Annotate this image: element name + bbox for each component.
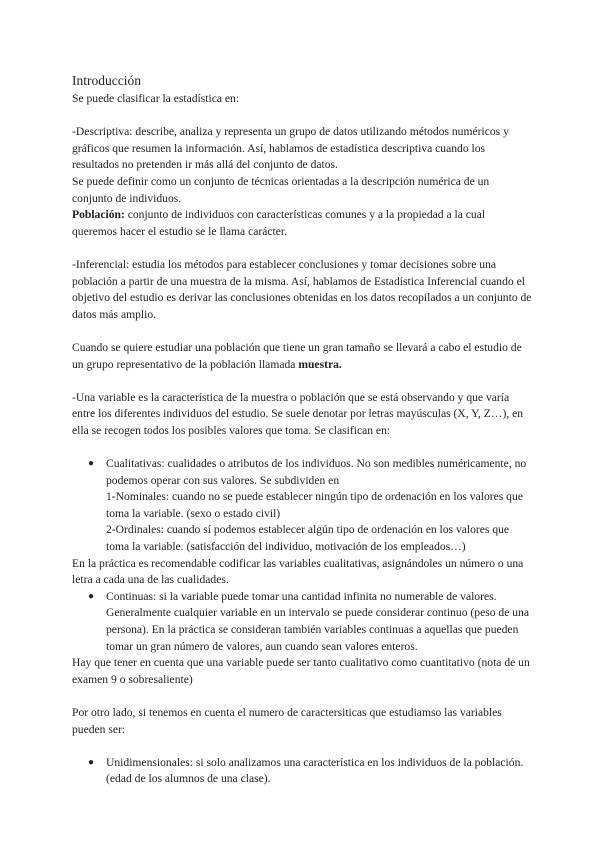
muestra-text: Cuando se quiere estudiar una población que tiene un gran tamaño se llevará a cabo el estudio de un grupo representativo de la población llamada [72,340,522,371]
definicion-paragraph: Se puede definir como un conjunto de técnicas orientadas a la descripción numérica de un conjunto de individuos. [72,174,490,205]
list-item-cualitativas [72,456,532,556]
muestra-term: muestra. [298,357,342,371]
list-item-unidimensionales [72,755,532,788]
cuenta-paragraph: Hay que tener en cuenta que una variable puede ser tanto cualitativo como cuantitativo (nota de un examen 9 o sobresaliente) [72,656,530,686]
bullet-list-continuas [72,589,532,655]
intro-paragraph: Se puede clasificar la estadística en: [72,92,240,105]
variable-paragraph: -Una variable es la característica de la muestra o población que se está observando y que varía entre los diferentes individuos del estudio. Se suele denotar por letras mayúsculas (X, Y, Z…), en ella se recogen todos los posibles valores que toma. Se clasifican en: [72,390,524,437]
bullet-icon: ● [88,458,95,470]
bullet-icon: ● [88,756,95,768]
poblacion-term: Población: [72,208,125,222]
bullet-list-dimension [72,755,532,788]
ordinales-text: 2-Ordinales: cuando sí podemos establecer algún tipo de ordenación en los valores que toma la variable. (satisfacción del individuo, motivación de los empleados…) [106,523,510,554]
bullet-icon: ● [88,590,95,602]
bullet-list-cualitativas [72,456,532,556]
descriptiva-paragraph: -Descriptiva: describe, analiza y representa un grupo de datos utilizando métodos numéricos y gráficos que resumen la información. Así, hablamos de estadística descriptiva cuando los resultados no pretenden ir más allá del conjunto de datos. [72,125,509,172]
inferencial-paragraph: -Inferencial: estudia los métodos para establecer conclusiones y tomar decisiones sobre una población a partir de una muestra de la misma. Así, hablamos de Estadística Inferencial cuando el objetivo del estudio es derivar las conclusiones obtenidas en los datos recopilados a un conjunto de datos más amplio. [72,257,532,321]
cualitativas-text: Cualitativas: cualidades o atributos de los individuos. No son medibles numéricamente, no podemos operar con sus valores. Se subdividen en [106,457,527,487]
document-page [72,72,532,788]
nominales-text: 1-Nominales: cuando no se puede establecer ningún tipo de ordenación en los valores que toma la variable. (sexo o estado civil) [106,490,523,520]
poblacion-definition: conjunto de individuos con características comunes y a la propiedad a la cual queremos hacer el estudio se le llama carácter. [72,208,486,238]
otro-lado-paragraph: Por otro lado, si tenemos en cuenta el numero de caractersiticas que estudiamso las variables pueden ser: [72,705,502,736]
practica-paragraph: En la práctica es recomendable codificar las variables cualitativas, asignándoles un número o una letra a cada una de las cualidades. [72,556,524,587]
continuas-text: Continuas: si la variable puede tomar una cantidad infinita no numerable de valores. Generalmente cualquier variable en un intervalo se puede considerar continuo (peso de una persona). En la práctica se consideran también variables continuas a aquellas que pueden tomar un gran número de valores, aun cuando sean valores enteros. [106,589,529,653]
unidimensionales-text: Unidimensionales: si solo analizamos una característica en los individuos de la población. (edad de los alumnos de una clase). [106,755,524,786]
poblacion-paragraph [72,207,532,240]
section-title: Introducción [72,73,141,88]
list-item-continuas [72,589,532,655]
muestra-paragraph [72,340,532,373]
